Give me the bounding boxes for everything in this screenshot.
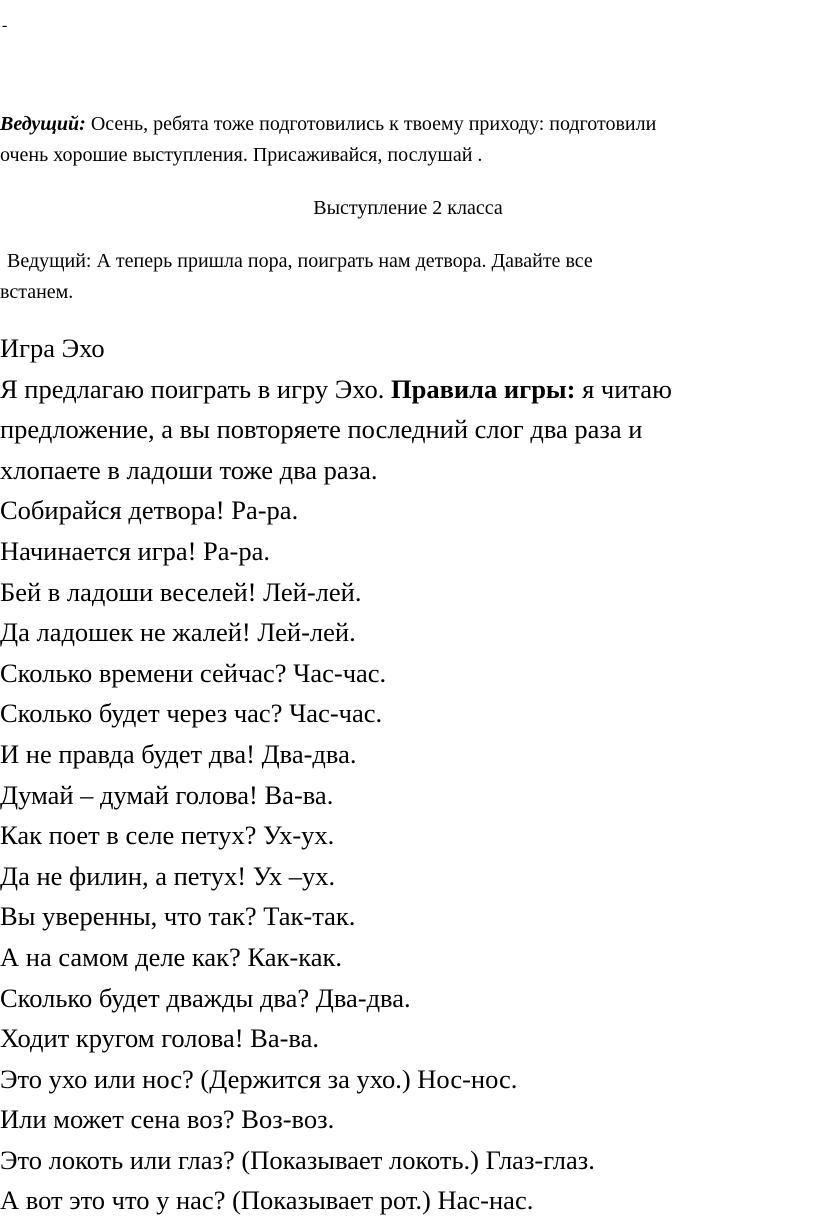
game-line: Сколько будет через час? Час-час. — [0, 698, 383, 729]
performance-heading: Выступление 2 класса — [313, 197, 503, 219]
game-line: Это ухо или нос? (Держится за ухо.) Нос-нос. — [0, 1063, 518, 1094]
game-line: А вот это что у нас? (Показывает рот.) Нас-нас. — [0, 1185, 534, 1216]
game-line: А на самом деле как? Как-как. — [0, 941, 342, 972]
game-line: Собирайся детвора! Ра-ра. — [0, 495, 299, 526]
game-line: Ходит кругом голова! Ва-ва. — [0, 1023, 319, 1054]
game-section — [0, 328, 816, 1221]
game-line: Начинается игра! Ра-ра. — [0, 535, 271, 566]
top-mark: - — [2, 17, 8, 34]
game-intro-line2: предложение, а вы повторяете последний слог два раза и — [0, 414, 643, 445]
host-line1: Ведущий: А теперь пришла пора, поиграть нам детвора. Давайте все — [7, 250, 593, 272]
game-intro-line3: хлопаете в ладоши тоже два раза. — [0, 454, 378, 485]
game-intro-end: я читаю — [575, 373, 672, 404]
game-line: Бей в ладоши веселей! Лей-лей. — [0, 576, 362, 607]
game-line: Это локоть или глаз? (Показывает локоть.) Глаз-глаз. — [0, 1144, 595, 1175]
host-paragraph — [0, 246, 816, 308]
speaker-label: Ведущий: — [0, 113, 86, 135]
game-line: Да не филин, а петух! Ух –ух. — [0, 860, 336, 891]
game-line: Да ладошек не жалей! Лей-лей. — [0, 617, 356, 648]
intro-line2: очень хорошие выступления. Присаживайся, послушай . — [0, 144, 483, 166]
game-line: Сколько времени сейчас? Час-час. — [0, 657, 387, 688]
game-line: Сколько будет дважды два? Два-два. — [0, 982, 411, 1013]
game-line: Вы уверенны, что так? Так-так. — [0, 901, 356, 932]
rules-label: Правила игры: — [390, 373, 576, 404]
game-line: Или может сена воз? Воз-воз. — [0, 1104, 335, 1135]
game-line: Думай – думай голова! Ва-ва. — [0, 779, 334, 810]
intro-line1: Осень, ребята тоже подготовились к твоему приходу: подготовили — [85, 113, 657, 135]
intro-paragraph — [0, 109, 816, 171]
game-line: Как поет в селе петух? Ух-ух. — [0, 820, 335, 851]
game-line: И не правда будет два! Два-два. — [0, 738, 357, 769]
game-intro-start: Я предлагаю поиграть в игру Эхо. — [0, 373, 391, 404]
host-line2: встанем. — [0, 281, 74, 303]
game-intro-line1 — [0, 369, 816, 410]
game-title: Игра Эхо — [0, 333, 105, 363]
